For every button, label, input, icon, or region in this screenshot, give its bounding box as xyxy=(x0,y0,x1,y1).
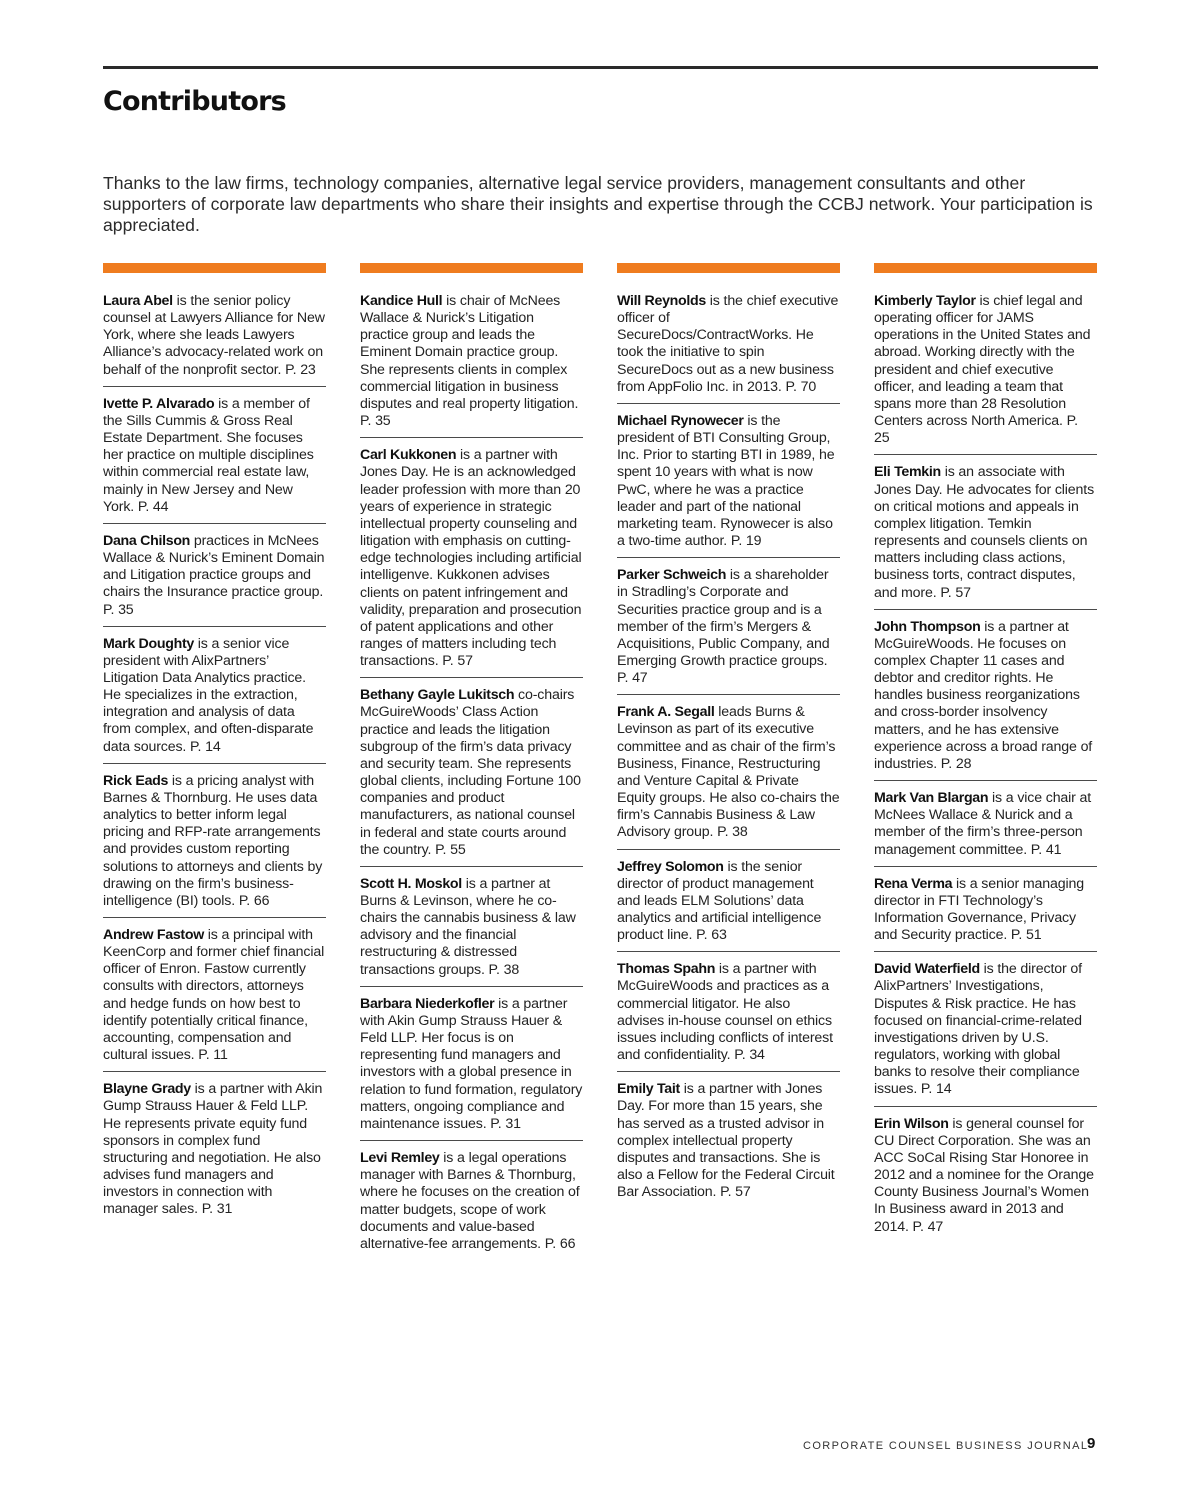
contributor-bio: is a member of the Sills Cummis & Gross Real Estate Department. She focuses her practice on multiple disciplines within commercial real estate law, mainly in New Jersey and New York. P. 44 xyxy=(103,395,314,515)
contributor-bio: is a partner with Jones Day. He is an acknowledged leader profession with more than 20 years of experience in strategic intellectual property counseling and litigation with emphasis on cutting-edge technologies including artificial intelligenve. Kukkonen advises clients on patent infringement and validity, preparation and prosecution of patent applications and other ranges of matters including tech transactions. P. 57 xyxy=(360,447,582,670)
contributor-entry xyxy=(874,293,1097,455)
contributor-entry xyxy=(360,996,583,1141)
contributor-name: Erin Wilson xyxy=(874,1115,949,1132)
contributor-name: Blayne Grady xyxy=(103,1081,191,1098)
contributor-entry xyxy=(617,293,840,404)
contributor-column-2 xyxy=(360,263,583,1269)
contributor-column-3 xyxy=(617,263,840,1217)
contributor-bio: is the senior director of product management and leads ELM Solutions’ data analytics and artificial intelligence product line. P. 63 xyxy=(617,858,822,944)
contributor-name: Dana Chilson xyxy=(103,532,191,549)
contributor-name: Emily Tait xyxy=(617,1081,680,1098)
contributor-entry xyxy=(360,293,583,438)
page-title: Contributors xyxy=(103,86,286,117)
contributor-entry xyxy=(103,927,326,1072)
contributor-bio: is a legal operations manager with Barnes & Thornburg, where he focuses on the creation of matter budgets, scope of work documents and value-based alternative-fee arrangements. P. 66 xyxy=(360,1150,580,1252)
contributor-name: Rena Verma xyxy=(874,875,953,892)
contributor-bio: is an associate with Jones Day. He advocates for clients on critical motions and appeals in complex litigation. Temkin represents and counsels clients on matters including class actions, business torts, contract disputes, and more. P. 57 xyxy=(874,464,1095,601)
contributor-bio: is a partner at McGuireWoods. He focuses on complex Chapter 11 cases and debtor and creditor rights. He handles business reorganizations and cross-border insolvency matters, and he has extensive experience across a broad range of industries. P. 28 xyxy=(874,618,1093,772)
footer-journal-name: CORPORATE COUNSEL BUSINESS JOURNAL xyxy=(803,1440,1089,1452)
contributor-name: Kandice Hull xyxy=(360,293,443,309)
contributor-bio: is a partner with McGuireWoods and practices as a commercial litigator. He also advises in-house counsel on ethics issues including conflicts of interest and confidentiality. P. 34 xyxy=(617,961,833,1064)
contributor-bio: co-chairs McGuireWoods’ Class Action practice and leads the litigation subgroup of the firm’s data privacy and security team. She represents global clients, including Fortune 100 companies and product manufacturers, as national counsel in federal and state courts around the country. P. 55 xyxy=(360,687,581,858)
contributor-bio: is a principal with KeenCorp and former chief financial officer of Enron. Fastow currently consults with directors, attorneys and hedge funds on how best to identify potentially critical finance, accounting, compensation and cultural issues. P. 11 xyxy=(103,927,325,1064)
contributor-bio: is a senior vice president with AlixPartners’ Litigation Data Analytics practice. He specializes in the extraction, integration and analysis of data from complex, and often-disparate data sources. P. 14 xyxy=(103,635,314,755)
column-accent-bar xyxy=(360,263,583,273)
column-accent-bar xyxy=(874,263,1097,273)
contributor-entry xyxy=(617,1081,840,1208)
contributor-bio: is general counsel for CU Direct Corporation. She was an ACC SoCal Rising Star Honoree in 2012 and a nominee for the Orange County Business Journal’s Women In Business award in 2013 and 2014. P. 47 xyxy=(874,1115,1094,1235)
contributor-entry xyxy=(874,876,1097,953)
contributor-entry xyxy=(874,790,1097,867)
contributor-bio: is a partner at Burns & Levinson, where he co-chairs the cannabis business & law advisory and the financial restructuring & distressed transactions groups. P. 38 xyxy=(360,875,576,978)
contributor-name: Parker Schweich xyxy=(617,567,727,584)
contributor-name: Eli Temkin xyxy=(874,464,941,481)
contributor-entry xyxy=(360,687,583,867)
contributor-entry xyxy=(103,773,326,918)
contributor-name: Frank A. Segall xyxy=(617,704,715,721)
contributor-bio: is the senior policy counsel at Lawyers Alliance for New York, where she leads Lawyers Alliance’s advocacy-related work on behalf of the nonprofit sector. P. 23 xyxy=(103,293,325,378)
contributor-entry xyxy=(874,619,1097,781)
contributor-bio: is the director of AlixPartners’ Investigations, Disputes & Risk practice. He has focused on financial-crime-related investigations driven by U.S. regulators, working with global banks to resolve their compliance issues. P. 14 xyxy=(874,961,1082,1098)
contributor-entry xyxy=(103,636,326,764)
top-rule xyxy=(103,66,1098,69)
contributor-entry xyxy=(360,876,583,987)
contributor-column-4 xyxy=(874,263,1097,1252)
contributor-entry xyxy=(103,293,326,387)
contributor-name: Michael Rynowecer xyxy=(617,412,744,429)
contributor-bio: is a vice chair at McNees Wallace & Nurick and a member of the firm’s three-person management committee. P. 41 xyxy=(874,790,1092,858)
contributor-name: Levi Remley xyxy=(360,1150,440,1167)
contributor-bio: is the chief executive officer of SecureDocs/ContractWorks. He took the initiative to spin SecureDocs out as a new business from AppFolio Inc. in 2013. P. 70 xyxy=(617,293,839,395)
column-accent-bar xyxy=(103,263,326,273)
page-number: 9 xyxy=(1087,1435,1096,1452)
contributor-entry xyxy=(360,447,583,678)
contributor-entry xyxy=(617,961,840,1072)
contributor-entry xyxy=(103,1081,326,1225)
contributor-name: Barbara Niederkofler xyxy=(360,995,495,1012)
contributor-entry xyxy=(103,533,326,627)
contributor-bio: is a shareholder in Stradling’s Corporate and Securities practice group and is a member of the firm’s Mergers & Acquisitions, Public Company, and Emerging Growth practice groups. P. 47 xyxy=(617,567,830,687)
contributor-name: John Thompson xyxy=(874,618,981,635)
contributor-name: Bethany Gayle Lukitsch xyxy=(360,687,515,704)
contributor-bio: is chair of McNees Wallace & Nurick’s Litigation practice group and leads the Eminent Domain practice group. She represents clients in complex commercial litigation in business disputes and real property litigation. P. 35 xyxy=(360,293,579,430)
contributor-name: Mark Doughty xyxy=(103,635,194,652)
contributor-entry xyxy=(617,704,840,849)
contributor-name: Ivette P. Alvarado xyxy=(103,395,215,412)
contributor-name: Andrew Fastow xyxy=(103,927,204,943)
contributor-entry xyxy=(874,464,1097,609)
contributor-name: Thomas Spahn xyxy=(617,961,716,978)
contributor-entry xyxy=(617,567,840,695)
contributor-bio: is the president of BTI Consulting Group, Inc. Prior to starting BTI in 1989, he spent 10 years with what is now PwC, where he was a practice leader and part of the national marketing team. Rynowecer is also a two-time author. P. 19 xyxy=(617,412,835,550)
contributor-bio: leads Burns & Levinson as part of its executive committee and as chair of the firm’s Business, Finance, Restructuring and Venture Capital & Private Equity groups. He also co-chairs the firm’s Cannabis Business & Law Advisory group. P. 38 xyxy=(617,704,840,841)
contributor-bio: is a partner with Jones Day. For more than 15 years, she has served as a trusted advisor in complex intellectual property disputes and transactions. She is also a Fellow for the Federal Circuit Bar Association. P. 57 xyxy=(617,1081,835,1201)
contributor-column-1 xyxy=(103,263,326,1235)
contributor-name: David Waterfield xyxy=(874,961,980,978)
contributor-name: Kimberly Taylor xyxy=(874,293,976,309)
contributor-name: Rick Eads xyxy=(103,772,169,789)
contributor-name: Scott H. Moskol xyxy=(360,875,462,892)
contributor-name: Laura Abel xyxy=(103,293,173,309)
contributor-name: Will Reynolds xyxy=(617,293,706,309)
contributor-entry xyxy=(360,1150,583,1260)
intro-paragraph: Thanks to the law firms, technology companies, alternative legal service providers, management consultants and other supporters of corporate law departments who share their insights and expertise through the CCBJ network. Your participation is appreciated. xyxy=(103,173,1093,235)
contributor-name: Jeffrey Solomon xyxy=(617,858,724,875)
contributor-bio: is chief legal and operating officer for JAMS operations in the United States and abroad. Working directly with the president and chief executive officer, and leading a team that spans more than 28 Resolution Centers across North America. P. 25 xyxy=(874,293,1091,447)
contributor-bio: is a senior managing director in FTI Technology’s Information Governance, Privacy and Security practice. P. 51 xyxy=(874,875,1084,944)
contributor-bio: is a partner with Akin Gump Strauss Hauer & Feld LLP. He represents private equity fund sponsors in complex fund structuring and negotiation. He also advises fund managers and investors in connection with manager sales. P. 31 xyxy=(103,1081,323,1218)
contributor-entry xyxy=(874,961,1097,1106)
column-accent-bar xyxy=(617,263,840,273)
contributor-entry xyxy=(103,396,326,524)
contributor-name: Mark Van Blargan xyxy=(874,790,989,807)
contributor-bio: practices in McNees Wallace & Nurick’s Eminent Domain and Litigation practice groups and chairs the Insurance practice group. P. 35 xyxy=(103,532,325,618)
contributor-bio: is a pricing analyst with Barnes & Thornburg. He uses data analytics to better inform legal pricing and RFP-rate arrangements and provides custom reporting solutions to attorneys and clients by drawing on the firm’s business-intelligence (BI) tools. P. 66 xyxy=(103,772,323,909)
contributor-entry xyxy=(874,1116,1097,1243)
contributor-entry xyxy=(617,413,840,558)
contributor-name: Carl Kukkonen xyxy=(360,447,457,464)
contributor-bio: is a partner with Akin Gump Strauss Hauer & Feld LLP. Her focus is on representing fund managers and investors with a global presence in relation to fund formation, regulatory matters, ongoing compliance and maintenance issues. P. 31 xyxy=(360,995,583,1132)
contributor-entry xyxy=(617,859,840,953)
